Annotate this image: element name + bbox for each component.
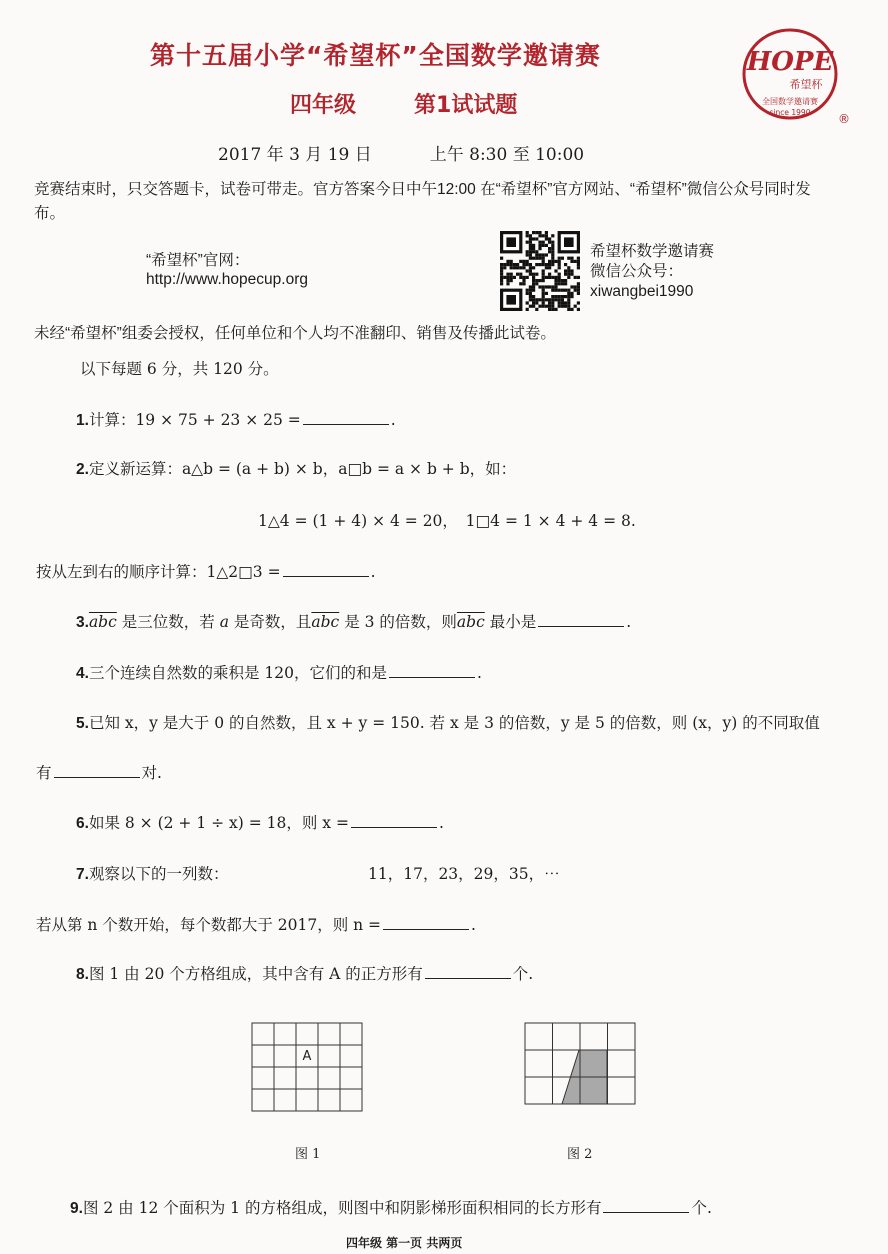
question-end: 个. bbox=[512, 965, 534, 983]
grid-cell bbox=[525, 1023, 553, 1050]
question-number: 2. bbox=[76, 461, 89, 478]
website-url: http://www.hopecup.org bbox=[146, 271, 308, 288]
copyright-notice: 未经“希望杯”组委会授权，任何单位和个人均不准翻印、销售及传播此试卷。 bbox=[34, 325, 556, 342]
grid-cell bbox=[525, 1050, 553, 1077]
paper-subtitle bbox=[290, 88, 517, 119]
scoring-rule: 以下每题 6 分，共 120 分。 bbox=[80, 360, 279, 378]
question-number: 3. bbox=[76, 614, 89, 631]
answer-blank bbox=[351, 813, 437, 828]
page-footer: 四年级 第一页 共两页 bbox=[346, 1236, 463, 1250]
grid-cell bbox=[608, 1077, 636, 1104]
website-label: “希望杯”官网： bbox=[146, 252, 250, 269]
wechat-label: 微信公众号： bbox=[590, 263, 684, 280]
question-end: . bbox=[476, 664, 482, 682]
cell-label-a: A bbox=[302, 1049, 312, 1064]
wechat-info bbox=[590, 242, 714, 302]
logo-line: 全国数学邀请赛 bbox=[762, 97, 818, 106]
grid-cell bbox=[274, 1045, 296, 1067]
answer-blank bbox=[283, 562, 369, 577]
grid-cell bbox=[296, 1023, 318, 1045]
abc-overline: $\overline{abc}$ bbox=[88, 613, 117, 631]
question-8 bbox=[76, 962, 533, 984]
question-5-cont bbox=[36, 761, 162, 783]
grid-cell bbox=[296, 1089, 318, 1111]
question-1 bbox=[76, 408, 396, 430]
question-5 bbox=[76, 711, 820, 733]
question-9 bbox=[70, 1196, 712, 1218]
grade-label: 四年级 bbox=[290, 93, 357, 118]
question-number: 1. bbox=[76, 412, 89, 429]
notice-text: 竞赛结束时，只交答题卡，试卷可带走。官方答案今日中午12:00 在“希望杯”官方网站、“希望杯”微信公众号同时发布。 bbox=[34, 181, 811, 222]
question-number: 5. bbox=[76, 715, 89, 732]
question-text: 计算：19 × 75 + 23 × 25 = bbox=[88, 411, 301, 429]
var-a: a bbox=[219, 613, 229, 631]
grid-cell bbox=[340, 1023, 362, 1045]
paper-label: 第1试试题 bbox=[414, 93, 518, 118]
question-text: 三个连续自然数的乘积是 120，它们的和是 bbox=[88, 664, 387, 682]
grid-cell bbox=[608, 1023, 636, 1050]
question-2 bbox=[76, 457, 516, 479]
question-number: 6. bbox=[76, 815, 89, 832]
grid-cell bbox=[252, 1023, 274, 1045]
wechat-name: 希望杯数学邀请赛 bbox=[590, 243, 715, 260]
grid-cell bbox=[608, 1050, 636, 1077]
grid-cell bbox=[274, 1067, 296, 1089]
contest-title: 第十五届小学“希望杯”全国数学邀请赛 bbox=[150, 41, 601, 70]
question-number: 7. bbox=[76, 866, 89, 883]
answer-blank bbox=[383, 915, 469, 930]
question-4 bbox=[76, 661, 482, 683]
logo-wordmark: HOPE bbox=[746, 47, 834, 77]
question-text: 是 3 的倍数，则 bbox=[344, 613, 457, 631]
answer-blank bbox=[603, 1198, 689, 1213]
figure-1-caption: 图 1 bbox=[295, 1147, 321, 1162]
grid-cell bbox=[318, 1067, 340, 1089]
registered-mark: ® bbox=[838, 112, 850, 126]
figure-1 bbox=[251, 1022, 363, 1116]
grid-cell bbox=[274, 1023, 296, 1045]
grid-cell bbox=[580, 1023, 608, 1050]
question-text: 观察以下的一列数： bbox=[88, 865, 229, 883]
answer-blank bbox=[538, 612, 624, 627]
number-sequence: 11，17，23，29，35，⋯ bbox=[368, 865, 560, 883]
question-number: 8. bbox=[76, 966, 89, 983]
question-3 bbox=[76, 610, 631, 632]
question-text: 如果 8 × (2 + 1 ÷ x) = 18，则 x = bbox=[88, 814, 349, 832]
abc-overline: $\overline{abc}$ bbox=[311, 613, 340, 631]
question-end: 对. bbox=[141, 764, 162, 782]
answer-blank bbox=[54, 763, 140, 778]
hope-cup-logo bbox=[740, 22, 852, 132]
question-7-cont bbox=[36, 913, 476, 935]
question-text: 图 2 由 12 个面积为 1 的方格组成，则图中和阴影梯形面积相同的长方形有 bbox=[82, 1199, 602, 1217]
question-text: 按从左到右的顺序计算：1△2□3 = bbox=[36, 563, 281, 581]
answer-blank bbox=[425, 964, 511, 979]
exam-date: 2017 年 3 月 19 日 bbox=[218, 145, 372, 165]
grid-cell bbox=[525, 1077, 553, 1104]
question-text: 是奇数，且 bbox=[233, 613, 312, 631]
answer-blank bbox=[389, 663, 475, 678]
grid-cell bbox=[274, 1089, 296, 1111]
grid-cell bbox=[252, 1045, 274, 1067]
grid-cell bbox=[252, 1067, 274, 1089]
question-2-ask bbox=[36, 560, 376, 582]
grid-cell bbox=[340, 1045, 362, 1067]
figure-2 bbox=[524, 1022, 636, 1110]
logo-chinese: 希望杯 bbox=[789, 78, 823, 91]
grid-cell bbox=[318, 1023, 340, 1045]
logo-since: since 1990 bbox=[769, 108, 811, 117]
abc-overline: $\overline{abc}$ bbox=[456, 613, 485, 631]
question-text: 若从第 n 个数开始，每个数都大于 2017，则 n = bbox=[36, 916, 382, 934]
question-end: . bbox=[471, 916, 476, 934]
date-line bbox=[218, 140, 584, 165]
question-end: . bbox=[390, 411, 396, 429]
question-end: . bbox=[438, 814, 444, 832]
grid-cell bbox=[553, 1023, 581, 1050]
grid-cell bbox=[252, 1089, 274, 1111]
question-text: 已知 x，y 是大于 0 的自然数，且 x + y = 150. 若 x 是 3 的倍数，y 是 5 的倍数，则 (x，y) 的不同取值 bbox=[88, 714, 820, 732]
question-text: 有 bbox=[36, 764, 52, 782]
question-number: 9. bbox=[70, 1200, 83, 1217]
answer-blank bbox=[303, 410, 389, 425]
question-number: 4. bbox=[76, 665, 89, 682]
grid-cell bbox=[318, 1089, 340, 1111]
figure-2-caption: 图 2 bbox=[567, 1147, 593, 1162]
question-end: . bbox=[626, 613, 632, 631]
wechat-id: xiwangbei1990 bbox=[590, 283, 694, 300]
question-7 bbox=[76, 862, 228, 884]
question-text: 图 1 由 20 个方格组成，其中含有 A 的正方形有 bbox=[88, 965, 423, 983]
grid-cell bbox=[340, 1089, 362, 1111]
question-end: 个. bbox=[691, 1199, 712, 1217]
question-text: 定义新运算：a△b = (a + b) × b，a□b = a × b + b，如： bbox=[88, 460, 517, 478]
exam-time: 上午 8:30 至 10:00 bbox=[429, 145, 585, 165]
question-end: . bbox=[370, 563, 376, 581]
question-6 bbox=[76, 811, 444, 833]
wechat-qr-code bbox=[500, 231, 580, 311]
question-text: 最小是 bbox=[489, 613, 537, 631]
grid-cell bbox=[340, 1067, 362, 1089]
question-text: 是三位数，若 bbox=[121, 613, 215, 631]
grid-cell bbox=[296, 1067, 318, 1089]
grid-cell bbox=[318, 1045, 340, 1067]
question-2-example: 1△4 = (1 + 4) × 4 = 20， 1□4 = 1 × 4 + 4 = 8. bbox=[258, 512, 636, 530]
